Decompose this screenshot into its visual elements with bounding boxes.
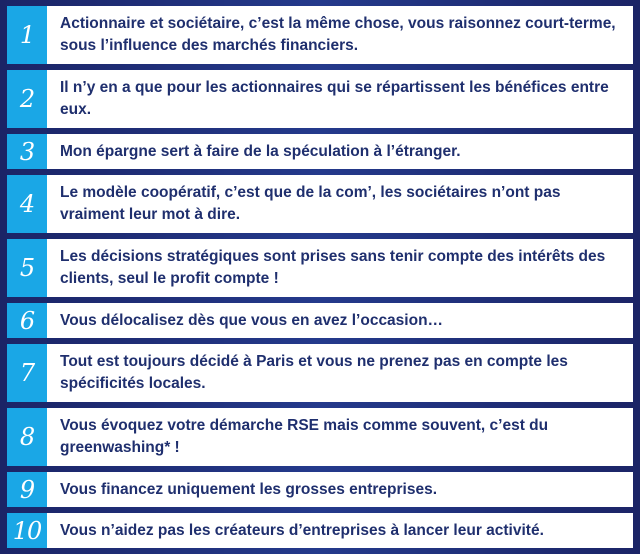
item-number: 4 (7, 175, 47, 233)
item-number: 7 (7, 344, 47, 402)
item-text: Vous évoquez votre démarche RSE mais comme souvent, c’est du greenwashing* ! (60, 417, 549, 457)
item-number: 10 (7, 513, 47, 548)
list-item-2 (7, 70, 633, 128)
item-text: Tout est toujours décidé à Paris et vous ne prenez pas en compte les spécificités locales. (60, 353, 568, 393)
item-text: Le modèle coopératif, c’est que de la com’, les sociétaires n’ont pas vraiment leur mot à dire. (60, 184, 561, 224)
list-item-4 (7, 175, 633, 233)
item-text: Mon épargne sert à faire de la spéculation à l’étranger. (60, 142, 461, 160)
item-text: Les décisions stratégiques sont prises sans tenir compte des intérêts des clients, seul le profit compte ! (60, 248, 606, 288)
item-text: Il n’y en a que pour les actionnaires qui se répartissent les bénéfices entre eux. (60, 79, 609, 119)
item-text: Vous financez uniquement les grosses entreprises. (60, 480, 437, 498)
item-number: 6 (7, 303, 47, 338)
list-item-6 (7, 303, 633, 338)
item-number: 3 (7, 134, 47, 169)
statement-list (7, 6, 633, 548)
item-number: 2 (7, 70, 47, 128)
list-item-3 (7, 134, 633, 169)
item-number: 9 (7, 472, 47, 507)
item-text: Vous n’aidez pas les créateurs d’entreprises à lancer leur activité. (60, 521, 544, 539)
item-number: 5 (7, 239, 47, 297)
item-number: 1 (7, 6, 47, 64)
item-text: Actionnaire et sociétaire, c’est la même chose, vous raisonnez court-terme, sous l’influence des marchés financiers. (60, 15, 616, 55)
item-text: Vous délocalisez dès que vous en avez l’occasion… (60, 311, 444, 329)
list-item-5 (7, 239, 633, 297)
list-item-7 (7, 344, 633, 402)
list-item-10 (7, 513, 633, 548)
list-item-8 (7, 408, 633, 466)
list-item-9 (7, 472, 633, 507)
list-item-1 (7, 6, 633, 64)
item-number: 8 (7, 408, 47, 466)
